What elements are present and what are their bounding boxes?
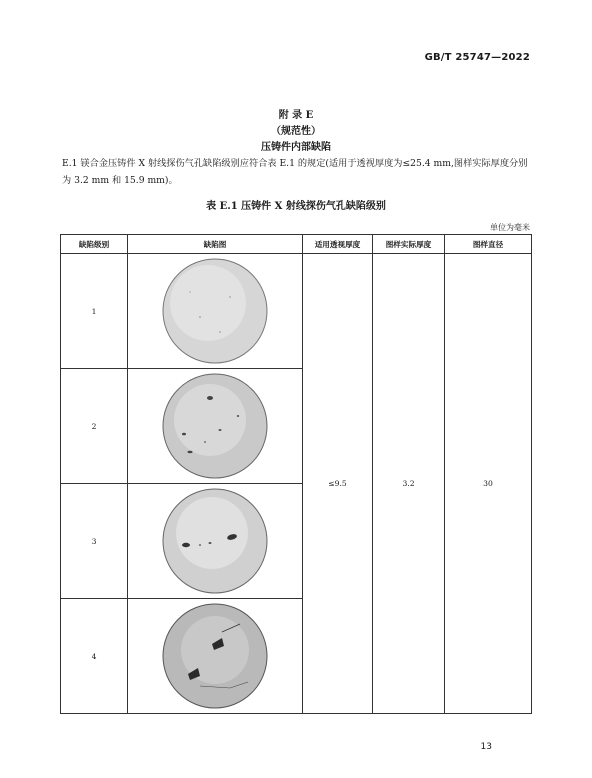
thickness-range-cell: ≤9.5 — [303, 254, 373, 714]
header-grade: 缺陷级别 — [61, 235, 128, 254]
grade-cell: 1 — [61, 254, 128, 369]
header-actual-thickness: 图样实际厚度 — [373, 235, 445, 254]
unit-note: 单位为毫米 — [490, 223, 530, 232]
table-caption: 表 E.1 压铸件 X 射线探伤气孔缺陷级别 — [206, 201, 386, 212]
annex-title: 附 录 E — [278, 110, 314, 121]
defect-image-cell — [128, 254, 303, 369]
header-diameter: 图样直径 — [445, 235, 532, 254]
radiograph-grade-2-image — [160, 372, 270, 480]
page-number: 13 — [480, 742, 492, 752]
radiograph-grade-3-image — [160, 487, 270, 595]
defect-image-cell — [128, 484, 303, 599]
diameter-cell: 30 — [445, 254, 532, 714]
grade-cell: 3 — [61, 484, 128, 599]
defect-grade-table — [60, 234, 532, 714]
annex-subtitle: 压铸件内部缺陷 — [261, 142, 331, 153]
actual-thickness-cell: 3.2 — [373, 254, 445, 714]
grade-cell: 2 — [61, 369, 128, 484]
table-row — [61, 254, 532, 369]
table-header-row — [61, 235, 532, 254]
defect-image-cell — [128, 369, 303, 484]
annex-type: （规范性） — [271, 126, 321, 137]
defect-image-cell — [128, 599, 303, 714]
radiograph-grade-4-image — [160, 602, 270, 710]
clause-e1-text: E.1 镁合金压铸件 X 射线探伤气孔缺陷级别应符合表 E.1 的规定(适用于透视厚度为≤25.4 mm,图样实际厚度分别为 3.2 mm 和 15.9 mm)。 — [62, 158, 528, 186]
header-defect-image: 缺陷图 — [128, 235, 303, 254]
standard-number: GB/T 25747—2022 — [424, 52, 530, 63]
header-thickness-range: 适用透视厚度 — [303, 235, 373, 254]
radiograph-grade-1-image — [160, 257, 270, 365]
grade-cell: 4 — [61, 599, 128, 714]
